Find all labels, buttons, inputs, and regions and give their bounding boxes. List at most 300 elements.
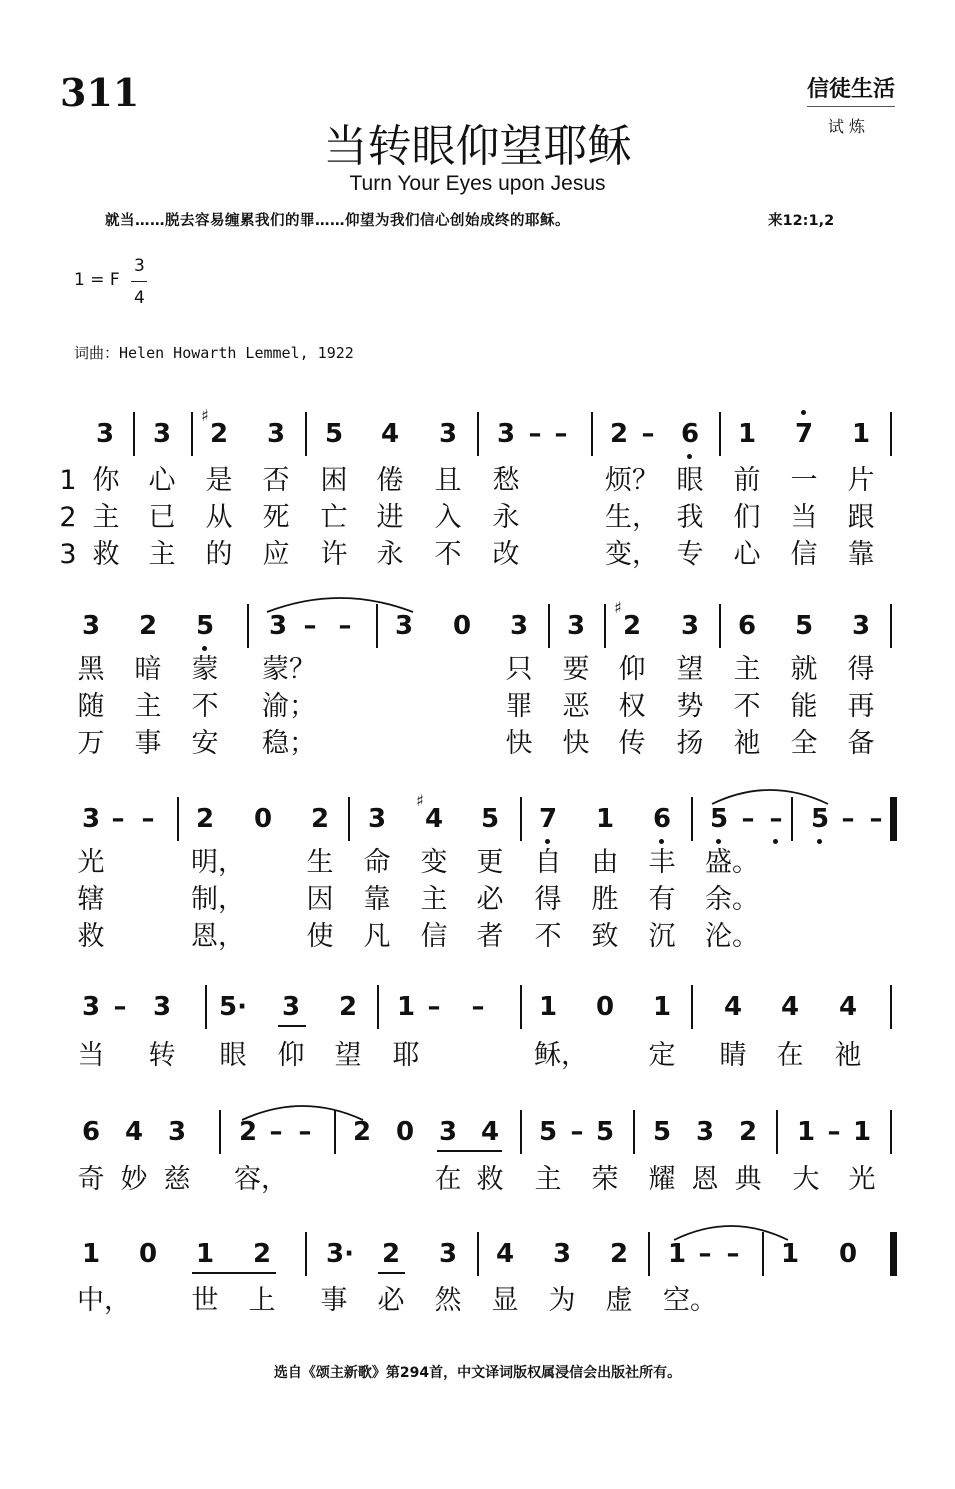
note: 3: [81, 611, 101, 641]
notation-system-4: [0, 983, 955, 1031]
hymn-title-english: Turn Your Eyes upon Jesus: [349, 172, 606, 195]
lyric-syllable: 自: [534, 847, 562, 878]
barline: [691, 985, 693, 1029]
note: 3: [81, 804, 101, 834]
lyric-syllable: 睛: [719, 1040, 747, 1071]
lyric-syllable: 使: [306, 921, 334, 952]
author-credit: 词曲：Helen Howarth Lemmel, 1922: [74, 344, 354, 362]
lyric-syllable: 心: [148, 465, 176, 496]
eighth-note-underline: [192, 1272, 276, 1274]
lyrics-line-4-1: [0, 1038, 955, 1074]
note: 2: [310, 804, 330, 834]
hymn-title-chinese: 当转眼仰望耶稣: [323, 121, 632, 172]
note: 3: [566, 611, 586, 641]
barline: [633, 1110, 635, 1154]
lyric-syllable: 大: [792, 1164, 820, 1195]
lyric-syllable: 死: [262, 502, 290, 533]
barline: [191, 412, 193, 456]
lyric-syllable: 奇: [77, 1164, 105, 1195]
lyric-syllable: 跟: [847, 502, 875, 533]
lyric-syllable: 妙: [120, 1164, 148, 1195]
copyright-footer: 选自《颂主新歌》第294首，中文译词版权属浸信会出版社所有。: [273, 1365, 682, 1381]
note: 1: [852, 1117, 872, 1147]
lyric-syllable: 快: [505, 728, 533, 759]
note: 4: [495, 1239, 515, 1269]
note: –: [741, 804, 755, 834]
barline: [305, 1232, 307, 1276]
lyric-syllable: 否: [262, 465, 290, 496]
note: 3: [438, 419, 458, 449]
time-signature-divider: [131, 281, 147, 282]
lyrics-line-1-3: [0, 537, 955, 573]
tie-slur: [240, 1098, 365, 1122]
note: 2: [209, 419, 229, 449]
note: –: [113, 992, 127, 1022]
time-signature-bottom: 4: [134, 288, 145, 308]
lyric-syllable: 快: [562, 728, 590, 759]
lyric-syllable: 因: [306, 884, 334, 915]
lyric-syllable: 2: [59, 502, 77, 533]
note: 5: [538, 1117, 558, 1147]
lyric-syllable: 心: [733, 539, 761, 570]
barline: [305, 412, 307, 456]
octave-dot-above: [801, 410, 806, 415]
lyric-syllable: 从: [205, 502, 233, 533]
barline: [219, 1110, 221, 1154]
octave-dot-below: [817, 839, 822, 844]
lyrics-line-3-2: [0, 882, 955, 918]
note: 5: [195, 611, 215, 641]
lyric-syllable: 是: [205, 465, 233, 496]
category-label: 信徒生活: [807, 72, 895, 107]
note: 1: [538, 992, 558, 1022]
barline: [719, 412, 721, 456]
barline: [691, 797, 693, 841]
notation-system-3: [0, 791, 955, 843]
lyrics-line-2-3: [0, 726, 955, 762]
note: 4: [838, 992, 858, 1022]
lyric-syllable: 靠: [847, 539, 875, 570]
lyric-syllable: 恶: [562, 691, 590, 722]
note: 4: [780, 992, 800, 1022]
note: 6: [81, 1117, 101, 1147]
note: –: [726, 1239, 740, 1269]
lyric-syllable: 改: [492, 539, 520, 570]
lyric-syllable: 在: [776, 1040, 804, 1071]
lyric-syllable: 蒙: [191, 654, 219, 685]
lyric-syllable: 暗: [134, 654, 162, 685]
lyric-syllable: 稳；: [262, 728, 316, 759]
final-barline: [890, 797, 897, 841]
lyric-syllable: 1: [59, 465, 77, 496]
note: –: [841, 804, 855, 834]
lyric-syllable: 万: [77, 728, 105, 759]
key-signature: 1 = F: [74, 270, 120, 290]
note: –: [471, 992, 485, 1022]
note: 7: [538, 804, 558, 834]
lyric-syllable: 且: [434, 465, 462, 496]
lyric-syllable: 主: [92, 502, 120, 533]
note: 5: [480, 804, 500, 834]
note: 3: [438, 1117, 458, 1147]
lyric-syllable: 光: [848, 1164, 876, 1195]
lyric-syllable: 胜: [591, 884, 619, 915]
lyric-syllable: 永: [376, 539, 404, 570]
lyrics-line-6-1: [0, 1283, 955, 1319]
lyric-syllable: 信: [790, 539, 818, 570]
lyric-syllable: 我: [676, 502, 704, 533]
note: 0: [838, 1239, 858, 1269]
note: 3: [281, 992, 301, 1022]
lyric-syllable: 3: [59, 539, 77, 570]
lyric-syllable: 沦。: [705, 921, 759, 952]
note: 2: [352, 1117, 372, 1147]
barline: [348, 797, 350, 841]
note: 3: [851, 611, 871, 641]
lyric-syllable: 不: [191, 691, 219, 722]
lyric-syllable: 势: [676, 691, 704, 722]
time-signature-top: 3: [134, 256, 145, 276]
note: 2: [609, 1239, 629, 1269]
note: –: [528, 419, 542, 449]
lyric-syllable: 丰: [648, 847, 676, 878]
hymn-number: 311: [60, 70, 140, 115]
lyric-syllable: 辖: [77, 884, 105, 915]
lyric-syllable: 致: [591, 921, 619, 952]
lyric-syllable: 祂: [834, 1040, 862, 1071]
lyrics-line-1-1: [0, 463, 955, 499]
lyric-syllable: 主: [420, 884, 448, 915]
note: 1: [396, 992, 416, 1022]
lyric-syllable: 进: [376, 502, 404, 533]
octave-dot-below: [545, 839, 550, 844]
lyric-syllable: 明，: [191, 847, 245, 878]
note: 3: [394, 611, 414, 641]
note: 5: [810, 804, 830, 834]
tie-slur: [265, 590, 415, 614]
barline: [205, 985, 207, 1029]
note: 0: [253, 804, 273, 834]
note: 3: [695, 1117, 715, 1147]
lyric-syllable: 典: [734, 1164, 762, 1195]
lyric-syllable: 望: [676, 654, 704, 685]
tie-slur: [672, 1218, 790, 1242]
lyric-syllable: 亡: [320, 502, 348, 533]
lyric-syllable: 主: [148, 539, 176, 570]
lyric-syllable: 主: [733, 654, 761, 685]
notation-system-6: [0, 1230, 955, 1278]
lyric-syllable: 转: [148, 1040, 176, 1071]
lyrics-line-3-3: [0, 919, 955, 955]
tie-slur: [710, 782, 830, 806]
note: 1: [195, 1239, 215, 1269]
barline: [548, 604, 550, 648]
lyric-syllable: 不: [534, 921, 562, 952]
note: –: [303, 611, 317, 641]
lyric-syllable: 祂: [733, 728, 761, 759]
note: 2: [381, 1239, 401, 1269]
note: 3: [680, 611, 700, 641]
note: 5: [709, 804, 729, 834]
lyric-syllable: 传: [618, 728, 646, 759]
lyric-syllable: 由: [591, 847, 619, 878]
lyric-syllable: 蒙？: [262, 654, 316, 685]
lyric-syllable: 必: [377, 1285, 405, 1316]
note: 3: [266, 419, 286, 449]
lyric-syllable: 事: [134, 728, 162, 759]
note: 1: [667, 1239, 687, 1269]
note: 3·: [326, 1239, 354, 1269]
lyric-syllable: 耶: [392, 1040, 420, 1071]
note: 1: [652, 992, 672, 1022]
note: –: [427, 992, 441, 1022]
scripture-verse: 就当……脱去容易缠累我们的罪……仰望为我们信心创始成终的耶稣。: [105, 213, 570, 229]
lyric-syllable: 许: [320, 539, 348, 570]
note: 1: [595, 804, 615, 834]
note: 5·: [219, 992, 247, 1022]
lyric-syllable: 不: [733, 691, 761, 722]
note: 7: [794, 419, 814, 449]
octave-dot-below: [659, 839, 664, 844]
lyric-syllable: 不: [434, 539, 462, 570]
note: 2: [622, 611, 642, 641]
notation-system-2: [0, 598, 955, 650]
note: 4: [723, 992, 743, 1022]
lyric-syllable: 望: [334, 1040, 362, 1071]
lyric-syllable: 定: [648, 1040, 676, 1071]
lyric-syllable: 更: [476, 847, 504, 878]
lyric-syllable: 安: [191, 728, 219, 759]
lyrics-line-2-2: [0, 689, 955, 725]
note: 2: [609, 419, 629, 449]
note: 3: [167, 1117, 187, 1147]
lyric-syllable: 能: [790, 691, 818, 722]
lyric-syllable: 有: [648, 884, 676, 915]
barline: [177, 797, 179, 841]
lyric-syllable: 制，: [191, 884, 245, 915]
note: 2: [252, 1239, 272, 1269]
note: 5: [794, 611, 814, 641]
lyric-syllable: 世: [191, 1285, 219, 1316]
lyric-syllable: 倦: [376, 465, 404, 496]
note: 1: [81, 1239, 101, 1269]
note: 0: [138, 1239, 158, 1269]
lyric-syllable: 前: [733, 465, 761, 496]
lyric-syllable: 为: [548, 1285, 576, 1316]
lyric-syllable: 事: [320, 1285, 348, 1316]
note: 3: [268, 611, 288, 641]
note: 6: [680, 419, 700, 449]
note: 4: [424, 804, 444, 834]
note: –: [338, 611, 352, 641]
lyric-syllable: 一: [790, 465, 818, 496]
note: –: [141, 804, 155, 834]
lyric-syllable: 耀: [648, 1164, 676, 1195]
lyric-syllable: 永: [492, 502, 520, 533]
lyric-syllable: 要: [562, 654, 590, 685]
barline: [890, 412, 892, 456]
barline: [890, 1110, 892, 1154]
note: –: [827, 1117, 841, 1147]
lyric-syllable: 罪: [505, 691, 533, 722]
note: 3: [152, 419, 172, 449]
lyric-syllable: 救: [77, 921, 105, 952]
barline: [133, 412, 135, 456]
lyric-syllable: 生，: [605, 502, 659, 533]
note: 3: [81, 992, 101, 1022]
lyric-syllable: 容，: [234, 1164, 288, 1195]
lyric-syllable: 片: [847, 465, 875, 496]
eighth-note-underline: [278, 1025, 306, 1027]
lyric-syllable: 盛。: [705, 847, 759, 878]
lyric-syllable: 必: [476, 884, 504, 915]
lyric-syllable: 主: [534, 1164, 562, 1195]
note: 3: [552, 1239, 572, 1269]
note: –: [298, 1117, 312, 1147]
lyric-syllable: 信: [420, 921, 448, 952]
note: 2: [338, 992, 358, 1022]
barline: [604, 604, 606, 648]
lyric-syllable: 渝；: [262, 691, 316, 722]
note: 3: [367, 804, 387, 834]
lyric-syllable: 变，: [605, 539, 659, 570]
lyrics-line-3-1: [0, 845, 955, 881]
lyric-syllable: 沉: [648, 921, 676, 952]
note: 0: [395, 1117, 415, 1147]
note: 2: [195, 804, 215, 834]
lyric-syllable: 困: [320, 465, 348, 496]
lyric-syllable: 余。: [705, 884, 759, 915]
sharp-sign: ♯: [614, 598, 622, 617]
lyrics-line-2-1: [0, 652, 955, 688]
lyric-syllable: 中，: [77, 1285, 131, 1316]
final-barline: [890, 1232, 897, 1276]
barline: [890, 604, 892, 648]
note: 4: [480, 1117, 500, 1147]
note: 2: [138, 611, 158, 641]
lyric-syllable: 虚: [605, 1285, 633, 1316]
note: –: [269, 1117, 283, 1147]
lyric-syllable: 烦？: [605, 465, 659, 496]
note: 3: [496, 419, 516, 449]
note: 4: [124, 1117, 144, 1147]
barline: [520, 1110, 522, 1154]
note: 0: [452, 611, 472, 641]
lyric-syllable: 凡: [363, 921, 391, 952]
note: 1: [737, 419, 757, 449]
note: –: [554, 419, 568, 449]
lyric-syllable: 然: [434, 1285, 462, 1316]
note: 1: [780, 1239, 800, 1269]
note: 5: [652, 1117, 672, 1147]
lyric-syllable: 生: [306, 847, 334, 878]
lyric-syllable: 们: [733, 502, 761, 533]
barline: [247, 604, 249, 648]
barline: [591, 412, 593, 456]
note: 4: [380, 419, 400, 449]
note: 3: [95, 419, 115, 449]
lyric-syllable: 显: [491, 1285, 519, 1316]
lyric-syllable: 命: [363, 847, 391, 878]
barline: [719, 604, 721, 648]
note: 6: [652, 804, 672, 834]
notation-system-5: [0, 1108, 955, 1156]
octave-dot-below: [202, 646, 207, 651]
lyric-syllable: 你: [92, 465, 120, 496]
note: 3: [509, 611, 529, 641]
lyric-syllable: 荣: [591, 1164, 619, 1195]
note: –: [111, 804, 125, 834]
note: 2: [738, 1117, 758, 1147]
lyric-syllable: 全: [790, 728, 818, 759]
barline: [477, 412, 479, 456]
lyric-syllable: 稣，: [534, 1040, 588, 1071]
lyric-syllable: 权: [618, 691, 646, 722]
note: 3: [438, 1239, 458, 1269]
lyric-syllable: 在: [434, 1164, 462, 1195]
note: 6: [737, 611, 757, 641]
lyric-syllable: 光: [77, 847, 105, 878]
lyric-syllable: 应: [262, 539, 290, 570]
lyric-syllable: 者: [476, 921, 504, 952]
lyric-syllable: 恩: [691, 1164, 719, 1195]
lyric-syllable: 眼: [676, 465, 704, 496]
lyric-syllable: 就: [790, 654, 818, 685]
barline: [648, 1232, 650, 1276]
lyric-syllable: 黑: [77, 654, 105, 685]
subcategory-label: 试 炼: [827, 117, 865, 136]
lyric-syllable: 当: [790, 502, 818, 533]
sharp-sign: ♯: [201, 406, 209, 425]
eighth-note-underline: [378, 1272, 405, 1274]
lyric-syllable: 靠: [363, 884, 391, 915]
lyric-syllable: 随: [77, 691, 105, 722]
note: –: [698, 1239, 712, 1269]
octave-dot-below: [716, 839, 721, 844]
lyric-syllable: 备: [847, 728, 875, 759]
lyric-syllable: 愁: [492, 465, 520, 496]
lyric-syllable: 变: [420, 847, 448, 878]
note: 3: [152, 992, 172, 1022]
notation-system-1: [0, 406, 955, 458]
lyric-syllable: 当: [77, 1040, 105, 1071]
note: –: [641, 419, 655, 449]
lyric-syllable: 慈: [163, 1164, 191, 1195]
barline: [520, 985, 522, 1029]
note: 5: [595, 1117, 615, 1147]
note: 5: [324, 419, 344, 449]
lyric-syllable: 专: [676, 539, 704, 570]
lyric-syllable: 仰: [618, 654, 646, 685]
lyric-syllable: 的: [205, 539, 233, 570]
barline: [776, 1110, 778, 1154]
lyric-syllable: 只: [505, 654, 533, 685]
lyric-syllable: 得: [847, 654, 875, 685]
lyric-syllable: 已: [148, 502, 176, 533]
octave-dot-below: [687, 454, 692, 459]
lyric-syllable: 得: [534, 884, 562, 915]
lyric-syllable: 主: [134, 691, 162, 722]
lyrics-line-1-2: [0, 500, 955, 536]
lyric-syllable: 再: [847, 691, 875, 722]
note: –: [769, 804, 783, 834]
note: 2: [238, 1117, 258, 1147]
note: 1: [851, 419, 871, 449]
octave-dot-below: [773, 839, 778, 844]
lyric-syllable: 仰: [277, 1040, 305, 1071]
lyric-syllable: 空。: [663, 1285, 717, 1316]
note: 1: [796, 1117, 816, 1147]
